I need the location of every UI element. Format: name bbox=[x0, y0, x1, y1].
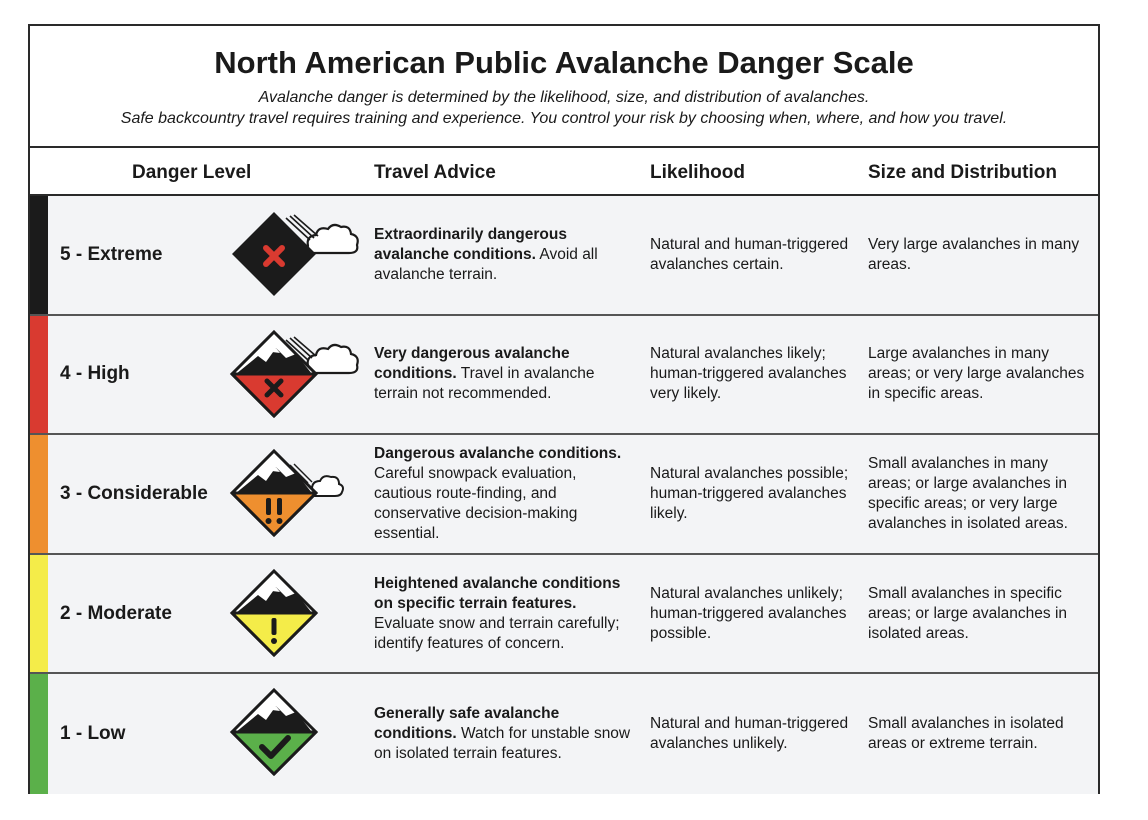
size-distribution bbox=[868, 316, 1090, 434]
travel-advice bbox=[374, 674, 636, 794]
exclamation-icon bbox=[228, 565, 360, 665]
likelihood-text: Natural and human-triggered avalanches unlikely. bbox=[650, 715, 849, 753]
advice-text: Travel in avalanche terrain not recommended. bbox=[374, 365, 595, 403]
column-headers bbox=[30, 148, 1098, 196]
header-size-distribution: Size and Distribution bbox=[868, 162, 1057, 183]
likelihood-text: Natural avalanches possible; human-triggered avalanches likely. bbox=[650, 464, 849, 522]
danger-scale-card bbox=[28, 24, 1100, 794]
page-title: North American Public Avalanche Danger Scale bbox=[214, 45, 914, 80]
size-distribution bbox=[868, 435, 1090, 553]
level-label: 3 - Considerable bbox=[60, 482, 208, 504]
advice-text: Watch for unstable snow on isolated terrain features. bbox=[374, 725, 631, 763]
advice-text: Avoid all avalanche terrain. bbox=[374, 245, 598, 283]
likelihood-text: Natural avalanches unlikely; human-triggered avalanches possible. bbox=[650, 584, 847, 642]
high-x-icon bbox=[228, 326, 360, 426]
double-exclamation-icon bbox=[228, 445, 360, 545]
size-text: Large avalanches in many areas; or very large avalanches in specific areas. bbox=[868, 345, 1085, 403]
level-label: 2 - Moderate bbox=[60, 602, 172, 624]
level-color-bar bbox=[30, 674, 48, 794]
header-likelihood: Likelihood bbox=[650, 162, 745, 183]
travel-advice bbox=[374, 555, 636, 673]
advice-bold: Dangerous avalanche conditions. bbox=[374, 444, 622, 462]
likelihood bbox=[650, 316, 855, 434]
level-color-bar bbox=[30, 316, 48, 434]
checkmark-icon bbox=[228, 684, 360, 784]
advice-bold: Very dangerous avalanche conditions. bbox=[374, 345, 570, 383]
level-row-extreme bbox=[30, 196, 1098, 316]
level-row-considerable bbox=[30, 435, 1098, 555]
likelihood bbox=[650, 674, 855, 794]
level-row-low bbox=[30, 674, 1098, 794]
level-label: 4 - High bbox=[60, 363, 130, 385]
level-row-high bbox=[30, 316, 1098, 436]
advice-text: Evaluate snow and terrain carefully; identify features of concern. bbox=[374, 614, 620, 652]
advice-bold: Generally safe avalanche conditions. bbox=[374, 705, 560, 743]
subtitle-line-1: Avalanche danger is determined by the likelihood, size, and distribution of avalanches. bbox=[258, 89, 870, 106]
travel-advice bbox=[374, 316, 636, 434]
level-row-moderate bbox=[30, 555, 1098, 675]
header bbox=[30, 26, 1098, 148]
level-color-bar bbox=[30, 555, 48, 673]
size-text: Small avalanches in specific areas; or large avalanches in isolated areas. bbox=[868, 584, 1068, 642]
likelihood bbox=[650, 555, 855, 673]
level-color-bar bbox=[30, 196, 48, 314]
level-color-bar bbox=[30, 435, 48, 553]
size-distribution bbox=[868, 674, 1090, 794]
extreme-x-icon bbox=[228, 206, 360, 306]
header-travel-advice: Travel Advice bbox=[374, 162, 496, 183]
header-danger-level: Danger Level bbox=[132, 162, 252, 183]
advice-bold: Heightened avalanche conditions on specific terrain features. bbox=[374, 574, 621, 612]
level-label: 5 - Extreme bbox=[60, 243, 163, 265]
likelihood bbox=[650, 196, 855, 314]
likelihood-text: Natural avalanches likely; human-triggered avalanches very likely. bbox=[650, 345, 847, 403]
subtitle-line-2: Safe backcountry travel requires training and experience. You control your risk by choosing when, where, and how you travel. bbox=[120, 110, 1008, 127]
likelihood-text: Natural and human-triggered avalanches certain. bbox=[650, 235, 849, 273]
travel-advice bbox=[374, 196, 636, 314]
size-text: Very large avalanches in many areas. bbox=[868, 235, 1080, 273]
likelihood bbox=[650, 435, 855, 553]
advice-bold: Extraordinarily dangerous avalanche conditions. bbox=[374, 225, 567, 263]
level-label: 1 - Low bbox=[60, 723, 126, 745]
size-distribution bbox=[868, 555, 1090, 673]
advice-text: Careful snowpack evaluation, cautious route-finding, and conservative decision-making essential. bbox=[374, 464, 578, 542]
size-text: Small avalanches in isolated areas or extreme terrain. bbox=[868, 715, 1064, 753]
size-distribution bbox=[868, 196, 1090, 314]
travel-advice bbox=[374, 435, 636, 553]
size-text: Small avalanches in many areas; or large avalanches in specific areas; or very large avalanches in isolated areas. bbox=[868, 454, 1068, 532]
